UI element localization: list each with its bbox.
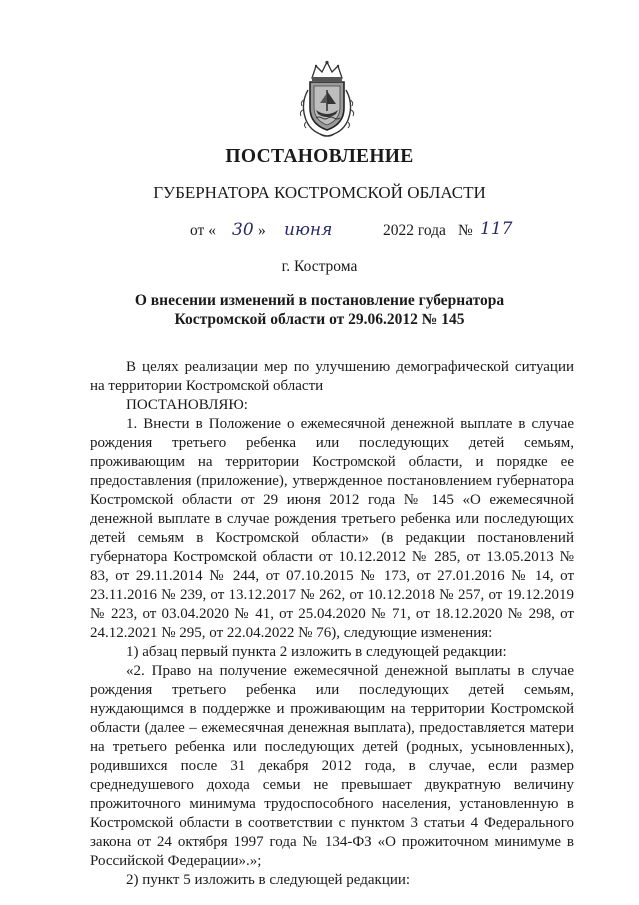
date-line xyxy=(190,219,530,246)
paragraph-item-1: 1. Внести в Положение о ежемесячной денежной выплате в случае рождения третьего ребенка или последующих детей семьям, проживающим на территории Костромской области, и порядке ее предоставления (приложение), утвержденное постановлением губернатора Костромской области от 29 июня 2012 года № 145 «О ежемесячной денежной выплате в случае рождения третьего ребенка или последующих детей семьям в Костромской области» (в редакции постановлений губернатора Костромской области от 10.12.2012 № 285, от 13.05.2013 № 83, от 29.11.2014 № 244, от 07.10.2015 № 173, от 27.01.2016 № 14, от 23.11.2016 № 239, от 13.12.2017 № 262, от 10.12.2018 № 257, от 19.12.2019 № 223, от 03.04.2020 № 41, от 25.04.2020 № 71, от 18.12.2020 № 298, от 24.12.2021 № 295, от 22.04.2022 № 76), следующие изменения: xyxy=(90,416,574,641)
paragraph-subitem-1: 1) абзац первый пункта 2 изложить в следующей редакции: xyxy=(126,644,507,660)
date-quote-close: » xyxy=(258,222,266,239)
city-line: г. Кострома xyxy=(281,258,358,275)
date-day: 30 xyxy=(232,220,254,240)
date-prefix: от « xyxy=(190,222,216,239)
paragraph-resolve: ПОСТАНОВЛЯЮ: xyxy=(126,397,248,413)
coat-of-arms-emblem xyxy=(296,60,358,140)
document-title: ПОСТАНОВЛЕНИЕ xyxy=(225,146,414,167)
document-heading xyxy=(0,291,639,329)
document-number: 117 xyxy=(480,219,513,239)
date-year: 2022 года xyxy=(383,222,446,239)
heading-line-2: Костромской области от 29.06.2012 № 145 xyxy=(174,311,465,328)
issuer-subtitle: ГУБЕРНАТОРА КОСТРОМСКОЙ ОБЛАСТИ xyxy=(153,183,486,202)
date-month: июня xyxy=(284,220,333,240)
paragraph-preamble: В целях реализации мер по улучшению демографической ситуации на территории Костромской области xyxy=(90,359,574,394)
paragraph-subitem-2: 2) пункт 5 изложить в следующей редакции: xyxy=(126,872,411,888)
heading-line-1: О внесении изменений в постановление губернатора xyxy=(134,292,505,309)
paragraph-quote-2: «2. Право на получение ежемесячной денежной выплаты в случае рождения третьего ребенка или последующих детей семьям, нуждающимся в поддержке и проживающим на территории Костромской области (далее – ежемесячная денежная выплата), предоставляется матери на третьего ребенка или последующих детей (родных, усыновленных), родившихся после 31 декабря 2012 года, в случае, если размер среднедушевого дохода семьи не превышает двукратную величину прожиточного минимума трудоспособного населения, установленную в Костромской области в соответствии с пунктом 3 статьи 4 Федерального закона от 24 октября 1997 года № 134-ФЗ «О прожиточном минимуме в Российской Федерации».»; xyxy=(90,663,574,869)
number-label: № xyxy=(458,222,473,239)
document-body xyxy=(90,358,574,890)
